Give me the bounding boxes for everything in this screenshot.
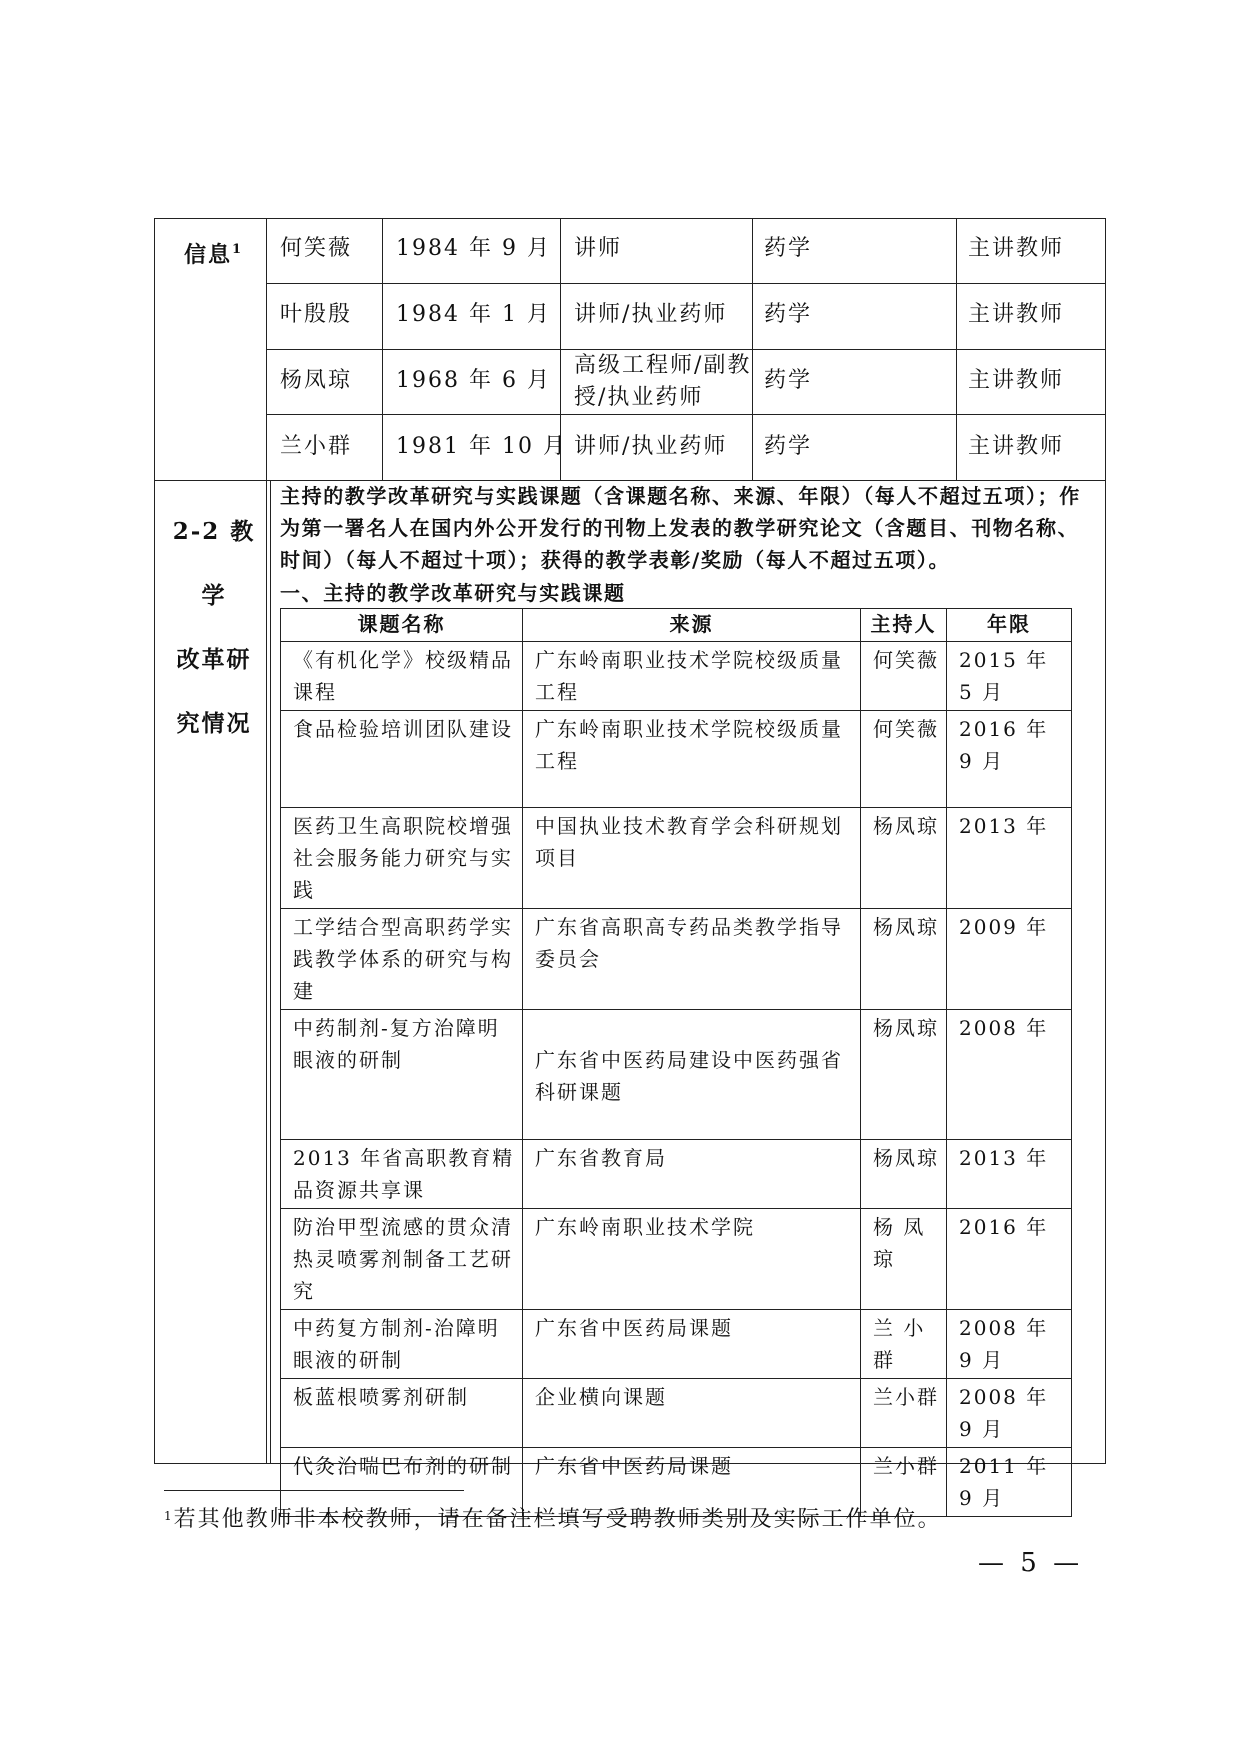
topic-source: 广东岭南职业技术学院校级质量工程 [523, 711, 861, 808]
topic-name: 食品检验培训团队建设 [281, 711, 523, 808]
topic-name: 防治甲型流感的贯众清热灵喷雾剂制备工艺研究 [281, 1209, 523, 1310]
topic-host: 兰小群 [861, 1448, 947, 1517]
topic-host: 兰 小 群 [861, 1310, 947, 1379]
table-row [281, 1209, 1072, 1310]
teacher-major: 药学 [764, 302, 813, 327]
table-row [281, 711, 1072, 808]
topic-name: 中药制剂-复方治障明眼液的研制 [281, 1010, 523, 1140]
teacher-name: 叶殷殷 [280, 302, 353, 327]
topic-year: 2008 年 9 月 [947, 1310, 1072, 1379]
teacher-title: 讲师/执业药师 [574, 302, 728, 327]
topic-source: 广东省中医药局建设中医药强省科研课题 [523, 1010, 861, 1140]
topic-name: 医药卫生高职院校增强社会服务能力研究与实践 [281, 808, 523, 909]
section-22-subheading: 一、主持的教学改革研究与实践课题 [280, 581, 626, 605]
header-year: 年限 [947, 609, 1072, 642]
topic-source: 广东岭南职业技术学院 [523, 1209, 861, 1310]
teacher-birth: 1984 年 1 月 [396, 302, 551, 327]
page-number: — 5 — [978, 1548, 1084, 1578]
table-row [281, 1010, 1072, 1140]
teacher-major: 药学 [764, 434, 813, 459]
topic-source: 广东省中医药局课题 [523, 1448, 861, 1517]
footnote-text: 若其他教师非本校教师，请在备注栏填写受聘教师类别及实际工作单位。 [173, 1507, 942, 1532]
topic-host: 何笑薇 [861, 642, 947, 711]
topic-source: 中国执业技术教育学会科研规划项目 [523, 808, 861, 909]
teacher-role: 主讲教师 [968, 302, 1065, 327]
topic-year: 2009 年 [947, 909, 1072, 1010]
footnote-mark: 1 [164, 1509, 174, 1523]
section-22-intro: 主持的教学改革研究与实践课题（含课题名称、来源、年限）（每人不超过五项）；作为第一署名人在国内外公开发行的刊物上发表的教学研究论文（含题目、刊物名称、时间）（每人不超过十项）；获得的教学表彰/奖励（每人不超过五项）。 [280, 484, 1081, 572]
topic-host: 杨凤琼 [861, 1140, 947, 1209]
section-22-label [166, 500, 262, 756]
table-row [281, 642, 1072, 711]
topic-source: 广东岭南职业技术学院校级质量工程 [523, 642, 861, 711]
teacher-major: 药学 [764, 236, 813, 261]
section-22-label-line: 2-2 教学 [172, 518, 256, 609]
table-row [281, 1379, 1072, 1448]
teacher-role: 主讲教师 [968, 236, 1065, 261]
teacher-title: 讲师/执业药师 [574, 434, 728, 459]
topic-name: 工学结合型高职药学实践教学体系的研究与构建 [281, 909, 523, 1010]
teacher-title: 高级工程师/副教授/执业药师 [574, 353, 752, 410]
teacher-name: 何笑薇 [280, 236, 353, 261]
topics-table [280, 608, 1072, 1517]
table-row [281, 1140, 1072, 1209]
topic-name: 代灸治喘巴布剂的研制 [281, 1448, 523, 1517]
topic-year: 2011 年 9 月 [947, 1448, 1072, 1517]
topic-year: 2013 年 [947, 808, 1072, 909]
teacher-birth: 1984 年 9 月 [396, 236, 551, 261]
column-divider [752, 218, 753, 480]
topic-source: 广东省高职高专药品类教学指导委员会 [523, 909, 861, 1010]
column-divider [382, 218, 383, 480]
section-22-label-line: 究情况 [176, 710, 252, 737]
footnote-rule [164, 1490, 464, 1491]
topic-host: 杨 凤 琼 [861, 1209, 947, 1310]
topic-name: 板蓝根喷雾剂研制 [281, 1379, 523, 1448]
teacher-name: 兰小群 [280, 434, 353, 459]
topic-year: 2016 年 [947, 1209, 1072, 1310]
header-host: 主持人 [861, 609, 947, 642]
table-row [281, 909, 1072, 1010]
topic-name: 2013 年省高职教育精品资源共享课 [281, 1140, 523, 1209]
teacher-birth: 1981 年 10 月 [396, 434, 567, 459]
teacher-role: 主讲教师 [968, 368, 1065, 393]
section-22-label-line: 改革研 [176, 646, 252, 673]
topic-name: 中药复方制剂-治障明眼液的研制 [281, 1310, 523, 1379]
topic-year: 2008 年 9 月 [947, 1379, 1072, 1448]
topic-year: 2008 年 [947, 1010, 1072, 1140]
teacher-name: 杨凤琼 [280, 368, 353, 393]
topics-header-row [281, 609, 1072, 642]
row-divider [266, 283, 1106, 284]
topic-host: 杨凤琼 [861, 909, 947, 1010]
header-topic-name: 课题名称 [281, 609, 523, 642]
topic-host: 杨凤琼 [861, 808, 947, 909]
table-row [281, 1310, 1072, 1379]
column-divider [956, 218, 957, 480]
topic-source: 广东省中医药局课题 [523, 1310, 861, 1379]
topic-year: 2013 年 [947, 1140, 1072, 1209]
column-divider-inner [270, 480, 271, 1464]
topic-host: 兰小群 [861, 1379, 947, 1448]
topic-source: 企业横向课题 [523, 1379, 861, 1448]
topic-host: 何笑薇 [861, 711, 947, 808]
teacher-birth: 1968 年 6 月 [396, 368, 551, 393]
footnote [164, 1502, 942, 1533]
topic-name: 《有机化学》校级精品课程 [281, 642, 523, 711]
section-info-label: 信息$^1$ [184, 242, 244, 268]
table-row [281, 808, 1072, 909]
topic-year: 2015 年 5 月 [947, 642, 1072, 711]
topic-host: 杨凤琼 [861, 1010, 947, 1140]
topic-year: 2016 年 9 月 [947, 711, 1072, 808]
teacher-major: 药学 [764, 368, 813, 393]
row-divider [266, 414, 1106, 415]
topic-source: 广东省教育局 [523, 1140, 861, 1209]
column-divider [266, 218, 267, 1464]
teacher-title: 讲师 [574, 236, 623, 261]
teacher-role: 主讲教师 [968, 434, 1065, 459]
header-source: 来源 [523, 609, 861, 642]
